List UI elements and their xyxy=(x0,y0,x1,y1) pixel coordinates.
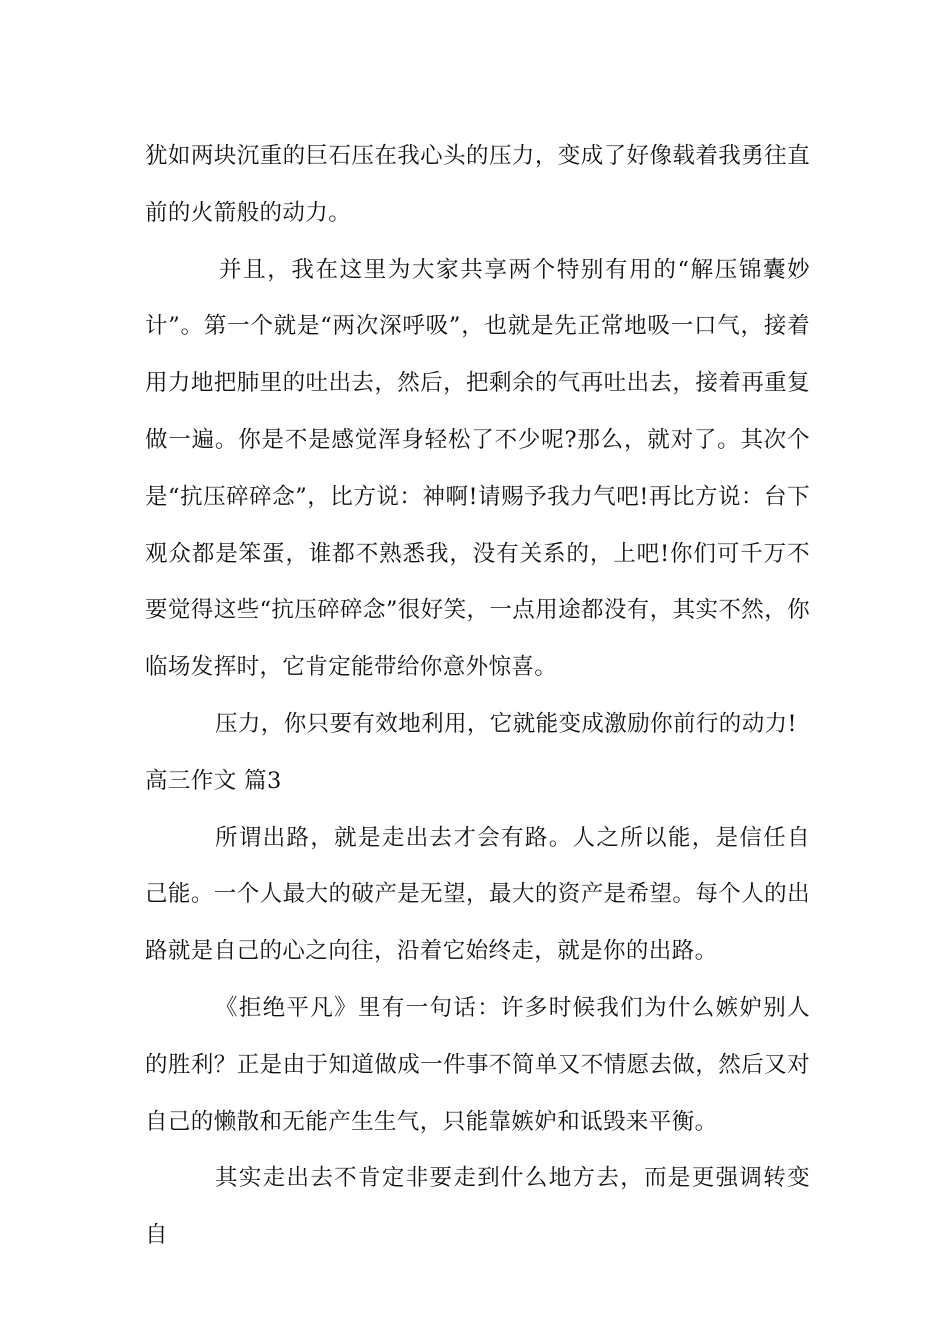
document-body xyxy=(145,128,810,1264)
paragraph-continuation: 犹如两块沉重的巨石压在我心头的压力，变成了好像载着我勇往直前的火箭般的动力。 xyxy=(145,143,810,226)
paragraph-stress-tips: 并且，我在这里为大家共享两个特别有用的“解压锦囊妙计”。第一个就是“两次深呼吸”，也就是先正常地吸一口气，接着用力地把肺里的吐出去，然后，把剩余的气再吐出去，接着再重复做一遍。你是不是感觉浑身轻松了不少呢?那么，就对了。其次个是“抗压碎碎念”，比方说：神啊!请赐予我力气吧!再比方说：台下观众都是笨蛋，谁都不熟悉我，没有关系的，上吧!你们可千万不要觉得这些“抗压碎碎念”很好笑，一点用途都没有，其实不然，你临场发挥时，它肯定能带给你意外惊喜。 xyxy=(145,256,811,681)
paragraph-quote: 《拒绝平凡》里有一句话：许多时候我们为什么嫉妒别人的胜利？正是由于知道做成一件事不简单又不情愿去做，然后又对自己的懒散和无能产生生气，只能靠嫉妒和诋毁来平衡。 xyxy=(145,994,810,1135)
section-heading: 高三作文 篇3 xyxy=(145,767,282,794)
paragraph-way-out: 所谓出路，就是走出去才会有路。人之所以能，是信任自己能。一个人最大的破产是无望，最大的资产是希望。每个人的出路就是自己的心之向往，沿着它始终走，就是你的出路。 xyxy=(145,824,810,965)
paragraph-conclusion: 压力，你只要有效地利用，它就能变成激励你前行的动力! xyxy=(215,710,797,737)
paragraph-final: 其实走出去不肯定非要走到什么地方去，而是更强调转变自 xyxy=(145,1165,810,1249)
